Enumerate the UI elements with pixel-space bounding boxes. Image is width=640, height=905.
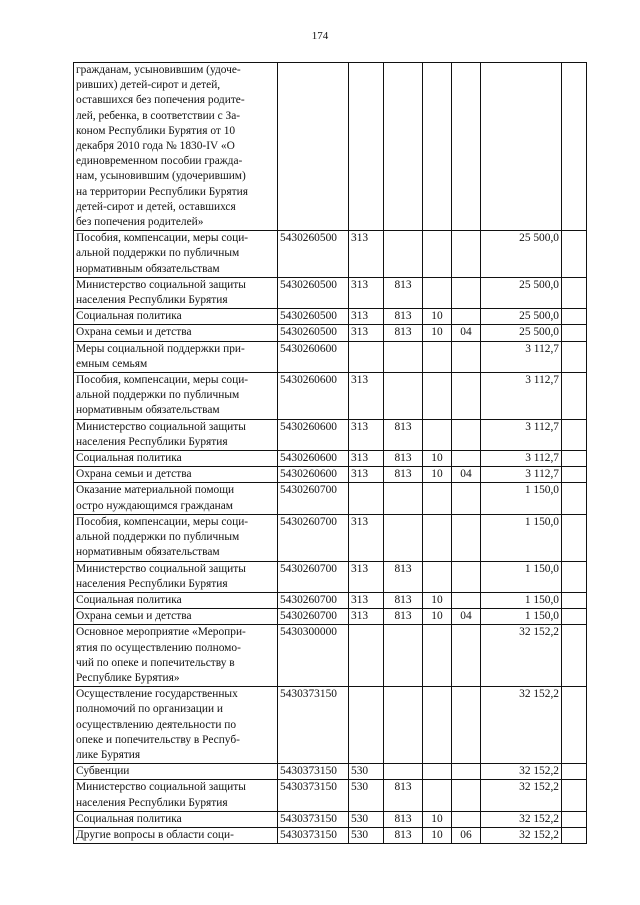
cell-expense-type: 313 [349, 451, 384, 467]
cell-name: Меры социальной поддержки при- емным семьям [74, 341, 278, 372]
cell-subsection [452, 277, 481, 308]
cell-subsection [452, 419, 481, 450]
table-row [74, 561, 587, 592]
table-row [74, 373, 587, 420]
cell-empty [562, 609, 587, 625]
cell-name: Министерство социальной защиты населения Республики Бурятия [74, 780, 278, 811]
cell-section [423, 780, 452, 811]
cell-ministry-code [384, 483, 423, 514]
cell-expense-type: 313 [349, 231, 384, 278]
cell-section: 10 [423, 451, 452, 467]
cell-subsection [452, 309, 481, 325]
cell-ministry-code: 813 [384, 827, 423, 843]
cell-amount: 32 152,2 [481, 780, 562, 811]
cell-section: 10 [423, 811, 452, 827]
cell-amount: 1 150,0 [481, 514, 562, 561]
cell-section [423, 419, 452, 450]
cell-section [423, 63, 452, 231]
cell-name: Субвенции [74, 764, 278, 780]
cell-ministry-code: 813 [384, 811, 423, 827]
table-row [74, 325, 587, 341]
cell-empty [562, 592, 587, 608]
cell-name: Министерство социальной защиты населения Республики Бурятия [74, 277, 278, 308]
cell-empty [562, 561, 587, 592]
table-row [74, 231, 587, 278]
cell-ministry-code [384, 231, 423, 278]
cell-ministry-code: 813 [384, 467, 423, 483]
cell-name: Охрана семьи и детства [74, 609, 278, 625]
cell-empty [562, 764, 587, 780]
table-row [74, 63, 587, 231]
table-row [74, 764, 587, 780]
cell-expense-type: 313 [349, 419, 384, 450]
cell-empty [562, 811, 587, 827]
cell-name: гражданам, усыновившим (удоче- ривших) детей-сирот и детей, оставшихся без попечения родите- лей, ребенка, в соответствии с За- коном Республики Бурятия от 10 декабря 2010 года № 1830-IV «О единовременном пособии гражда- нам, усыновившим (удочерившим) на территории Республики Бурятия детей-сирот и детей, оставшихся без попечения родителей» [74, 63, 278, 231]
cell-section: 10 [423, 827, 452, 843]
cell-subsection [452, 687, 481, 764]
cell-code: 5430260600 [278, 341, 349, 372]
cell-name: Охрана семьи и детства [74, 467, 278, 483]
cell-subsection: 04 [452, 467, 481, 483]
cell-subsection [452, 592, 481, 608]
cell-empty [562, 780, 587, 811]
cell-name: Другие вопросы в области соци- [74, 827, 278, 843]
cell-empty [562, 341, 587, 372]
table-row [74, 780, 587, 811]
cell-ministry-code [384, 373, 423, 420]
table-row [74, 687, 587, 764]
table-row [74, 514, 587, 561]
table-row [74, 609, 587, 625]
cell-amount: 1 150,0 [481, 561, 562, 592]
cell-expense-type: 313 [349, 514, 384, 561]
cell-name: Социальная политика [74, 592, 278, 608]
cell-amount: 3 112,7 [481, 341, 562, 372]
cell-empty [562, 277, 587, 308]
cell-subsection [452, 811, 481, 827]
cell-code: 5430260600 [278, 467, 349, 483]
cell-ministry-code [384, 764, 423, 780]
cell-section [423, 561, 452, 592]
cell-amount: 32 152,2 [481, 625, 562, 687]
cell-expense-type [349, 483, 384, 514]
cell-subsection [452, 483, 481, 514]
table-row [74, 419, 587, 450]
cell-empty [562, 687, 587, 764]
table-row [74, 309, 587, 325]
cell-empty [562, 373, 587, 420]
cell-expense-type: 313 [349, 467, 384, 483]
cell-name: Министерство социальной защиты населения Республики Бурятия [74, 419, 278, 450]
cell-subsection [452, 514, 481, 561]
cell-code: 5430373150 [278, 764, 349, 780]
cell-ministry-code: 813 [384, 325, 423, 341]
cell-empty [562, 419, 587, 450]
cell-name: Осуществление государственных полномочий по организации и осуществлению деятельности по опеке и попечительству в Респуб- лике Бурятия [74, 687, 278, 764]
cell-expense-type: 313 [349, 609, 384, 625]
cell-expense-type: 313 [349, 592, 384, 608]
cell-code: 5430260600 [278, 419, 349, 450]
cell-name: Пособия, компенсации, меры соци- альной поддержки по публичным нормативным обязательствам [74, 373, 278, 420]
cell-amount: 1 150,0 [481, 483, 562, 514]
cell-amount: 3 112,7 [481, 451, 562, 467]
cell-expense-type: 530 [349, 811, 384, 827]
table-row [74, 277, 587, 308]
cell-empty [562, 827, 587, 843]
cell-expense-type [349, 687, 384, 764]
cell-empty [562, 451, 587, 467]
cell-section: 10 [423, 609, 452, 625]
cell-expense-type [349, 341, 384, 372]
cell-amount: 25 500,0 [481, 325, 562, 341]
cell-section [423, 231, 452, 278]
cell-code [278, 63, 349, 231]
table-row [74, 811, 587, 827]
cell-expense-type: 313 [349, 325, 384, 341]
cell-name: Охрана семьи и детства [74, 325, 278, 341]
cell-amount: 1 150,0 [481, 592, 562, 608]
cell-amount: 25 500,0 [481, 231, 562, 278]
cell-code: 5430260700 [278, 561, 349, 592]
table-row [74, 827, 587, 843]
cell-amount: 32 152,2 [481, 687, 562, 764]
table-row [74, 467, 587, 483]
cell-name: Оказание материальной помощи остро нуждающимся гражданам [74, 483, 278, 514]
cell-code: 5430373150 [278, 687, 349, 764]
cell-code: 5430260500 [278, 325, 349, 341]
cell-ministry-code [384, 625, 423, 687]
cell-ministry-code: 813 [384, 609, 423, 625]
cell-expense-type [349, 625, 384, 687]
table-row [74, 483, 587, 514]
cell-section [423, 514, 452, 561]
cell-name: Пособия, компенсации, меры соци- альной поддержки по публичным нормативным обязательствам [74, 514, 278, 561]
cell-empty [562, 63, 587, 231]
cell-name: Министерство социальной защиты населения Республики Бурятия [74, 561, 278, 592]
cell-name: Социальная политика [74, 811, 278, 827]
cell-empty [562, 514, 587, 561]
budget-table [73, 62, 587, 844]
cell-code: 5430260500 [278, 309, 349, 325]
cell-amount: 25 500,0 [481, 277, 562, 308]
table-row [74, 625, 587, 687]
cell-amount: 3 112,7 [481, 419, 562, 450]
cell-expense-type: 313 [349, 373, 384, 420]
cell-code: 5430260600 [278, 373, 349, 420]
cell-section [423, 687, 452, 764]
cell-subsection: 04 [452, 609, 481, 625]
cell-ministry-code: 813 [384, 451, 423, 467]
cell-subsection [452, 341, 481, 372]
cell-empty [562, 325, 587, 341]
cell-expense-type: 530 [349, 764, 384, 780]
cell-ministry-code [384, 341, 423, 372]
cell-amount: 1 150,0 [481, 609, 562, 625]
cell-expense-type: 313 [349, 277, 384, 308]
cell-code: 5430260600 [278, 451, 349, 467]
cell-amount: 32 152,2 [481, 827, 562, 843]
cell-section [423, 277, 452, 308]
cell-name: Пособия, компенсации, меры соци- альной поддержки по публичным нормативным обязательствам [74, 231, 278, 278]
page-number: 174 [311, 30, 329, 42]
cell-amount: 3 112,7 [481, 373, 562, 420]
cell-expense-type: 313 [349, 561, 384, 592]
cell-ministry-code: 813 [384, 561, 423, 592]
cell-code: 5430373150 [278, 780, 349, 811]
cell-code: 5430260700 [278, 514, 349, 561]
cell-name: Социальная политика [74, 309, 278, 325]
cell-section [423, 625, 452, 687]
cell-subsection [452, 63, 481, 231]
cell-amount: 3 112,7 [481, 467, 562, 483]
cell-section [423, 483, 452, 514]
cell-amount: 32 152,2 [481, 764, 562, 780]
cell-ministry-code: 813 [384, 592, 423, 608]
cell-subsection [452, 780, 481, 811]
cell-section: 10 [423, 325, 452, 341]
cell-name: Основное мероприятие «Меропри- ятия по осуществлению полномо- чий по опеке и попечительству в Республике Бурятия» [74, 625, 278, 687]
cell-section [423, 373, 452, 420]
cell-section: 10 [423, 467, 452, 483]
cell-empty [562, 467, 587, 483]
cell-section [423, 341, 452, 372]
cell-subsection [452, 373, 481, 420]
cell-subsection [452, 764, 481, 780]
cell-ministry-code: 813 [384, 277, 423, 308]
table-row [74, 592, 587, 608]
cell-ministry-code [384, 687, 423, 764]
cell-ministry-code [384, 514, 423, 561]
cell-empty [562, 309, 587, 325]
cell-empty [562, 625, 587, 687]
cell-subsection: 06 [452, 827, 481, 843]
cell-expense-type: 530 [349, 827, 384, 843]
cell-subsection [452, 231, 481, 278]
cell-ministry-code: 813 [384, 309, 423, 325]
cell-empty [562, 231, 587, 278]
cell-code: 5430260500 [278, 231, 349, 278]
cell-code: 5430373150 [278, 827, 349, 843]
cell-expense-type: 313 [349, 309, 384, 325]
cell-code: 5430300000 [278, 625, 349, 687]
table-body [74, 63, 587, 844]
cell-empty [562, 483, 587, 514]
cell-section: 10 [423, 592, 452, 608]
cell-code: 5430260700 [278, 609, 349, 625]
cell-section [423, 764, 452, 780]
cell-code: 5430260500 [278, 277, 349, 308]
table-row [74, 341, 587, 372]
table-row [74, 451, 587, 467]
cell-subsection: 04 [452, 325, 481, 341]
cell-section: 10 [423, 309, 452, 325]
cell-expense-type: 530 [349, 780, 384, 811]
cell-amount: 32 152,2 [481, 811, 562, 827]
cell-name: Социальная политика [74, 451, 278, 467]
cell-ministry-code: 813 [384, 780, 423, 811]
cell-subsection [452, 625, 481, 687]
cell-code: 5430373150 [278, 811, 349, 827]
cell-code: 5430260700 [278, 483, 349, 514]
cell-ministry-code [384, 63, 423, 231]
cell-subsection [452, 451, 481, 467]
cell-expense-type [349, 63, 384, 231]
cell-ministry-code: 813 [384, 419, 423, 450]
cell-amount: 25 500,0 [481, 309, 562, 325]
cell-amount [481, 63, 562, 231]
cell-subsection [452, 561, 481, 592]
cell-code: 5430260700 [278, 592, 349, 608]
